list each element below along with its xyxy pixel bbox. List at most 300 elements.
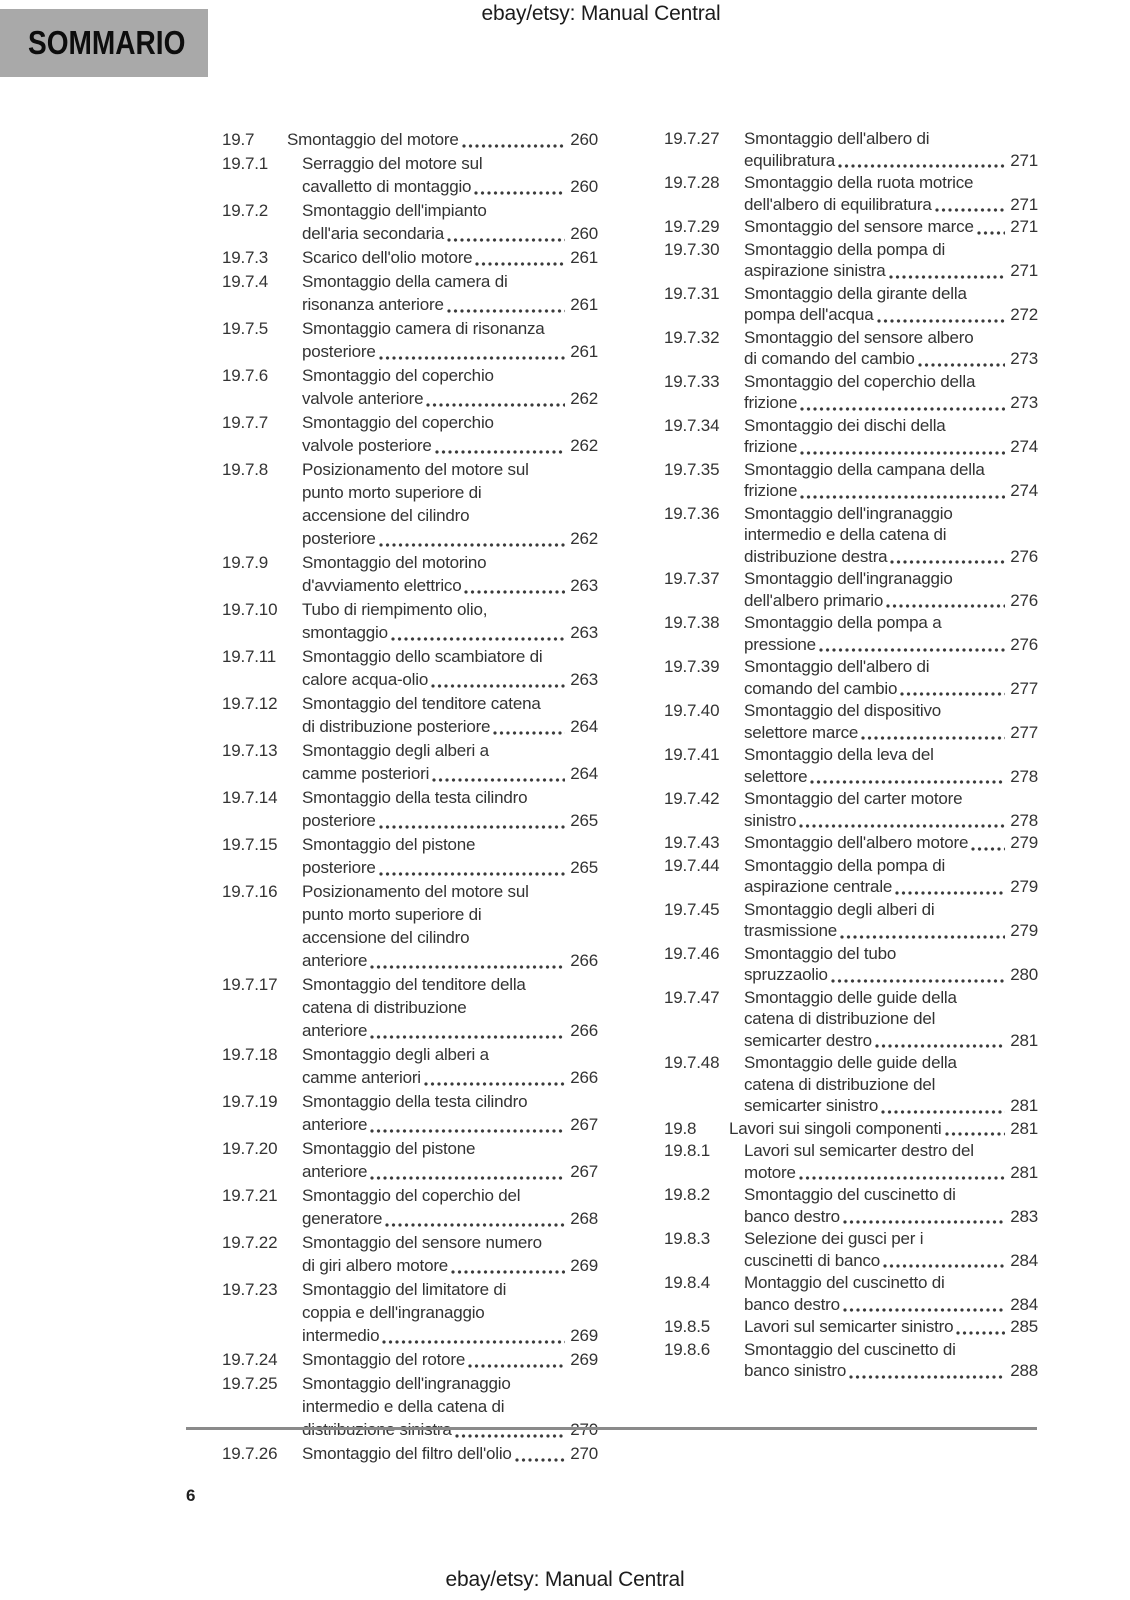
toc-entry-title-line: Smontaggio del coperchio della: [744, 371, 976, 391]
toc-entry-body: [302, 152, 598, 198]
toc-entry-title: [302, 1043, 598, 1066]
toc-entry: [222, 246, 598, 269]
toc-entry-title-line: Smontaggio dell'ingranaggio: [302, 1374, 511, 1393]
toc-entry-last-line: [744, 634, 1038, 656]
toc-entry-last-line: [302, 527, 598, 550]
toc-entry-title-last: Smontaggio del motore: [287, 130, 459, 149]
toc-entry-title-line: Lavori sul semicarter destro del: [744, 1141, 974, 1160]
toc-entry-title-line: Smontaggio della testa cilindro: [302, 1092, 528, 1111]
toc-entry-page: 274: [1010, 481, 1038, 500]
toc-entry-page: 261: [570, 248, 598, 267]
toc-entry-body: [744, 216, 1038, 238]
toc-entry-title-line: accensione del cilindro: [302, 506, 470, 525]
toc-entry-number: 19.7.17: [222, 975, 278, 994]
toc-entry-title: [744, 943, 1038, 965]
toc-entry: [664, 987, 1038, 1052]
toc-entry-title: [744, 371, 1038, 393]
toc-entry-page: 269: [570, 1326, 598, 1345]
dot-leader: [799, 824, 1005, 828]
toc-entry-title-line: Posizionamento del motore sul: [302, 460, 529, 479]
toc-entry-last-line: [302, 1442, 598, 1465]
toc-entry-title: [744, 788, 1038, 810]
toc-entry-number: 19.7.38: [664, 613, 720, 632]
toc-entry-number: 19.7.29: [664, 217, 720, 236]
dot-leader: [875, 1044, 1005, 1048]
toc-entry-title-last: dell'aria secondaria: [302, 224, 444, 243]
toc-entry: [664, 283, 1038, 326]
toc-entry-title-last: anteriore: [302, 951, 368, 970]
toc-entry-title-last: valvole posteriore: [302, 436, 432, 455]
dot-leader: [379, 356, 566, 360]
toc-entry-last-line: [744, 546, 1038, 568]
toc-entry-title-last: distribuzione sinistra: [302, 1420, 452, 1439]
dot-leader: [451, 1270, 565, 1274]
dot-leader: [800, 451, 1005, 455]
toc-entry-title-line: Montaggio del cuscinetto di: [744, 1273, 945, 1292]
toc-entry-title: [744, 1339, 1038, 1361]
toc-entry-title-last: valvole anteriore: [302, 389, 424, 408]
toc-entry-body: [302, 317, 598, 363]
toc-entry-title-last: di distribuzione posteriore: [302, 717, 491, 736]
toc-entry-number: 19.7.12: [222, 694, 278, 713]
dot-leader: [379, 872, 566, 876]
toc-entry-title: [302, 833, 598, 856]
toc-entry-page: 269: [570, 1256, 598, 1275]
toc-entry: [222, 1184, 598, 1230]
toc-entry-body: [302, 458, 598, 550]
toc-entry-page: 281: [1010, 1030, 1038, 1050]
toc-entry: [222, 739, 598, 785]
toc-entry: [664, 568, 1038, 611]
toc-entry-number: 19.8.6: [664, 1339, 711, 1359]
toc-entry-title: [744, 239, 1038, 261]
toc-entry-last-line: [744, 722, 1038, 744]
toc-entry: [664, 943, 1038, 986]
toc-entry-title: [302, 364, 598, 387]
toc-entry-page: 265: [570, 811, 598, 830]
toc-entry-last-line: [302, 762, 598, 785]
toc-entry-last-line: [302, 1324, 598, 1347]
header-title: ebay/etsy: Manual Central: [481, 2, 721, 25]
toc-entry-number: 19.7.13: [222, 741, 278, 760]
toc-entry-title-last: frizione: [744, 437, 798, 456]
dot-leader: [861, 736, 1005, 740]
toc-entry-title-line: Smontaggio camera di risonanza: [302, 319, 545, 338]
toc-entry-title-last: intermedio: [302, 1326, 380, 1345]
dot-leader: [886, 604, 1005, 608]
toc-entry-title: [302, 1184, 598, 1207]
toc-entry-title-last: banco destro: [744, 1206, 840, 1226]
toc-entry-title-line: Smontaggio del tenditore catena: [302, 694, 541, 713]
toc-entry-number: 19.7.45: [664, 899, 720, 919]
dot-leader: [391, 637, 565, 641]
toc-entry: [664, 327, 1038, 370]
dot-leader: [945, 1132, 1006, 1136]
toc-entry-page: 278: [1010, 766, 1038, 786]
dot-leader: [800, 407, 1005, 411]
toc-entry-last-line: [744, 436, 1038, 458]
toc-entry-body: [744, 899, 1038, 942]
toc-entry-title-last: generatore: [302, 1209, 383, 1228]
toc-entry-last-line: [744, 766, 1038, 788]
toc-entry-body: [302, 1184, 598, 1230]
toc-entry-body: [302, 1278, 598, 1347]
toc-entry-body: [744, 788, 1038, 831]
toc-entry-title-line: Smontaggio della pompa a: [744, 613, 942, 632]
toc-entry-title: [744, 1228, 1038, 1250]
toc-entry-last-line: [302, 715, 598, 738]
toc-entry-title-last: selettore: [744, 766, 808, 786]
toc-entry-title-line: Smontaggio del coperchio: [302, 413, 494, 432]
toc-entry-number: 19.7.21: [222, 1186, 278, 1205]
toc-entry-title-last: Scarico dell'olio motore: [302, 248, 473, 267]
toc-entry-body: [302, 645, 598, 691]
dot-leader: [877, 319, 1006, 323]
toc-entry: [222, 1278, 598, 1347]
toc-entry-number: 19.7.27: [664, 129, 720, 148]
toc-entry-title-line: Smontaggio degli alberi a: [302, 741, 489, 760]
toc-entry-title-line: Smontaggio dello scambiatore di: [302, 647, 543, 666]
dot-leader: [900, 692, 1005, 696]
toc-entry-body: [302, 973, 598, 1042]
footer-page-number: 6: [186, 1486, 196, 1505]
toc-entry-last-line: [744, 832, 1038, 854]
toc-entry-number: 19.7.19: [222, 1092, 278, 1111]
toc-entry-last-line: [744, 260, 1038, 282]
toc-entry-title-last: di comando del cambio: [744, 349, 915, 368]
toc-entry-page: 281: [1010, 1162, 1038, 1182]
toc-entry-title-line: intermedio e della catena di: [302, 1397, 505, 1416]
toc-entry-title-last: Smontaggio del filtro dell'olio: [302, 1444, 512, 1463]
toc-entry-title-last: Smontaggio dell'albero motore: [744, 833, 969, 852]
toc-entry-title: [744, 1272, 1038, 1294]
toc-entry-page: 260: [570, 224, 598, 243]
toc-entry-title-line: Smontaggio del tubo: [744, 943, 897, 963]
toc-entry-page: 288: [1010, 1361, 1038, 1380]
toc-entry-title: [744, 172, 1038, 194]
toc-entry-last-line: [302, 293, 598, 316]
toc-entry-last-line: [302, 1019, 598, 1042]
toc-entry: [664, 656, 1038, 699]
toc-entry-title: [744, 656, 1038, 678]
toc-entry-body: [744, 459, 1038, 502]
toc-entry: [664, 128, 1038, 171]
toc-entry: [664, 1118, 1038, 1140]
toc-entry-title-line: Smontaggio della testa cilindro: [302, 788, 528, 807]
toc-entry-title-line: punto morto superiore di: [302, 905, 482, 924]
toc-entry-body: [302, 411, 598, 457]
toc-entry-body: [302, 833, 598, 879]
toc-entry-title: [302, 880, 598, 949]
footer-title: ebay/etsy: Manual Central: [445, 1568, 685, 1591]
toc-entry-number: 19.7.4: [222, 272, 269, 291]
toc-entry-title-line: Smontaggio del cuscinetto di: [744, 1339, 956, 1359]
toc-entry-number: 19.7.16: [222, 882, 278, 901]
toc-entry-page: 271: [1010, 217, 1038, 236]
toc-entry-title-last: posteriore: [302, 858, 376, 877]
toc-entry-body: [302, 739, 598, 785]
toc-entry-number: 19.7.42: [664, 789, 720, 808]
toc-entry-title: [302, 786, 598, 809]
toc-entry-number: 19.7.46: [664, 943, 720, 963]
toc-entry-title: [744, 1140, 1038, 1162]
toc-entry-last-line: [302, 809, 598, 832]
toc-entry-title-last: anteriore: [302, 1162, 368, 1181]
toc-entry-title-line: Serraggio del motore sul: [302, 154, 483, 173]
toc-entry-page: 262: [570, 389, 598, 408]
toc-entry-title-line: Smontaggio dell'impianto: [302, 201, 487, 220]
toc-entry-page: 273: [1010, 393, 1038, 412]
toc-entry-page: 270: [570, 1444, 598, 1463]
toc-entry: [222, 880, 598, 972]
toc-entry-number: 19.7.2: [222, 201, 269, 220]
toc-entry-page: 271: [1010, 150, 1038, 170]
dot-leader: [468, 1364, 565, 1368]
toc-entry: [222, 833, 598, 879]
toc-entry-number: 19.7.37: [664, 569, 720, 588]
dot-leader: [370, 1176, 565, 1180]
toc-entry-number: 19.7.34: [664, 415, 720, 435]
toc-entry-title: [302, 645, 598, 668]
toc-entry-title-last: risonanza anteriore: [302, 295, 444, 314]
toc-entry-number: 19.7.15: [222, 835, 278, 854]
dot-leader: [883, 1264, 1005, 1268]
toc-entry-body: [302, 786, 598, 832]
toc-entry-title-line: Smontaggio del cuscinetto di: [744, 1185, 956, 1204]
toc-entry-title: [744, 327, 1038, 349]
toc-entry-title-last: Lavori sui singoli componenti: [729, 1118, 942, 1138]
toc-entry: [222, 551, 598, 597]
toc-entry-title: [302, 739, 598, 762]
dot-leader: [432, 778, 565, 782]
toc-entry-body: [302, 598, 598, 644]
toc-entry: [664, 459, 1038, 502]
toc-entry-last-line: [302, 222, 598, 245]
toc-entry-body: [744, 327, 1038, 370]
toc-entry-body: [744, 1052, 1038, 1117]
toc-entry-body: [302, 1348, 598, 1371]
toc-entry-title-line: Smontaggio della pompa di: [744, 239, 946, 259]
toc-entry-title-line: Smontaggio della girante della: [744, 283, 967, 303]
toc-entry-title-last: cavalletto di montaggio: [302, 177, 472, 196]
toc-entry-page: 265: [570, 858, 598, 877]
toc-entry-title-line: Smontaggio del dispositivo: [744, 701, 942, 720]
toc-entry-title-last: anteriore: [302, 1115, 368, 1134]
dot-leader: [379, 543, 566, 547]
toc-entry-page: 278: [1010, 810, 1038, 830]
toc-entry-last-line: [744, 348, 1038, 370]
toc-entry-body: [744, 700, 1038, 743]
toc-entry-title-last: selettore marce: [744, 722, 859, 742]
toc-entry-body: [744, 283, 1038, 326]
dot-leader: [382, 1340, 565, 1344]
toc-entry-page: 264: [570, 764, 598, 783]
toc-entry-last-line: [744, 1206, 1038, 1228]
toc-entry-title-last: frizione: [744, 393, 798, 412]
toc-entry-page: 281: [1010, 1096, 1038, 1115]
toc-entry-number: 19.7.48: [664, 1053, 720, 1072]
toc-entry-number: 19.7.20: [222, 1139, 278, 1158]
toc-entry-body: [744, 1184, 1038, 1227]
dot-leader: [895, 891, 1005, 895]
toc-entry-last-line: [302, 949, 598, 972]
toc-entry-title: [744, 855, 1038, 877]
toc-entry-page: 261: [570, 295, 598, 314]
toc-entry-page: 271: [1010, 194, 1038, 214]
toc-entry-title-last: frizione: [744, 481, 798, 500]
toc-entry-number: 19.7.14: [222, 788, 278, 807]
dot-leader: [474, 191, 565, 195]
toc-entry: [222, 1043, 598, 1089]
toc-entry: [222, 598, 598, 644]
toc-entry-title-line: Smontaggio dell'albero di: [744, 657, 930, 676]
toc-entry-title: [302, 598, 598, 621]
toc-entry-body: [744, 943, 1038, 986]
toc-entry-number: 19.7.23: [222, 1280, 278, 1299]
toc-entry-title-line: Smontaggio della campana della: [744, 459, 985, 479]
toc-entry-body: [744, 415, 1038, 458]
toc-entry-title: [744, 459, 1038, 481]
toc-entry: [664, 700, 1038, 743]
toc-entry-title-last: pressione: [744, 634, 816, 654]
toc-entry-number: 19.7.43: [664, 833, 720, 852]
toc-entry-body: [744, 987, 1038, 1052]
toc-entry-number: 19.7.33: [664, 371, 720, 391]
toc-entry-title-line: accensione del cilindro: [302, 928, 470, 947]
toc-entry-title: [744, 987, 1038, 1030]
toc-entry-number: 19.7: [222, 130, 255, 149]
toc-entry-number: 19.8.2: [664, 1185, 711, 1204]
toc-entry: [222, 973, 598, 1042]
toc-entry: [222, 1372, 598, 1441]
toc-entry-last-line: [302, 856, 598, 879]
dot-leader: [838, 164, 1005, 168]
dot-leader: [493, 731, 565, 735]
toc-entry-title-line: Smontaggio del motorino: [302, 553, 487, 572]
toc-entry-title-last: camme anteriori: [302, 1068, 421, 1087]
toc-entry: [664, 1272, 1038, 1315]
toc-entry-title-last: posteriore: [302, 529, 376, 548]
toc-entry-title-last: comando del cambio: [744, 678, 898, 698]
toc-entry-body: [302, 1043, 598, 1089]
toc-entry-title-line: Smontaggio del sensore albero: [744, 327, 974, 347]
toc-entry-body: [302, 692, 598, 738]
dot-leader: [370, 1129, 565, 1133]
dot-leader: [370, 1035, 565, 1039]
toc-entry-title-line: punto morto superiore di: [302, 483, 482, 502]
toc-entry: [664, 788, 1038, 831]
dot-leader: [462, 144, 566, 148]
toc-entry-title-last: distribuzione destra: [744, 546, 888, 566]
dot-leader: [890, 560, 1005, 564]
toc-entry-body: [744, 172, 1038, 215]
toc-entry-title-last: motore: [744, 1162, 796, 1182]
toc-entry-number: 19.7.26: [222, 1444, 278, 1463]
toc-entry-body: [302, 1090, 598, 1136]
dot-leader: [956, 1331, 1005, 1335]
toc-entry-title-last: d'avviamento elettrico: [302, 576, 462, 595]
toc-entry-last-line: [744, 150, 1038, 172]
dot-leader: [881, 1110, 1005, 1114]
dot-leader: [424, 1082, 565, 1086]
toc-entry-title-last: posteriore: [302, 811, 376, 830]
toc-entry-title-last: aspirazione sinistra: [744, 261, 886, 280]
toc-entry-last-line: [744, 1250, 1038, 1272]
toc-entry-last-line: [744, 392, 1038, 414]
toc-entry-last-line: [302, 387, 598, 410]
toc-entry-page: 262: [570, 529, 598, 548]
toc-entry-title: [744, 612, 1038, 634]
toc-column-left: [222, 128, 598, 1466]
toc-entry-number: 19.7.7: [222, 413, 269, 432]
toc-entry-last-line: [744, 590, 1038, 612]
toc-entry: [664, 172, 1038, 215]
toc-entry-last-line: [744, 1162, 1038, 1184]
toc-entry-title: [302, 1372, 598, 1418]
toc-entry-title: [744, 1052, 1038, 1095]
toc-entry-page: 266: [570, 951, 598, 970]
toc-entry-page: 281: [1010, 1118, 1038, 1138]
toc-entry-page: 279: [1010, 877, 1038, 896]
toc-entry-page: 276: [1010, 634, 1038, 654]
toc-entry-page: 271: [1010, 261, 1038, 280]
toc-entry-title: [302, 1090, 598, 1113]
toc-entry: [222, 317, 598, 363]
toc-entry-body: [744, 1228, 1038, 1271]
toc-entry-title-line: catena di distribuzione del: [744, 1074, 936, 1094]
toc-entry-title-last: spruzzaolio: [744, 965, 828, 984]
toc-entry-number: 19.7.31: [664, 283, 720, 303]
toc-entry: [222, 364, 598, 410]
toc-entry-title-last: anteriore: [302, 1021, 368, 1040]
toc-entry-number: 19.7.5: [222, 319, 269, 338]
dot-leader: [810, 780, 1005, 784]
toc-entry-number: 19.7.24: [222, 1350, 278, 1369]
toc-entry-title-line: Posizionamento del motore sul: [302, 882, 529, 901]
toc-entry-page: 262: [570, 436, 598, 455]
toc-entry-number: 19.7.28: [664, 173, 720, 192]
toc-entry-body: [744, 1140, 1038, 1183]
dot-leader: [840, 935, 1005, 939]
toc-entry-title-line: Smontaggio delle guide della: [744, 1053, 957, 1072]
toc-entry-page: 273: [1010, 349, 1038, 368]
toc-entry-page: 285: [1010, 1317, 1038, 1336]
toc-entry-title-line: Smontaggio della ruota motrice: [744, 173, 974, 192]
toc-entry: [222, 1348, 598, 1371]
dot-leader: [977, 231, 1006, 235]
toc-entry: [222, 786, 598, 832]
toc-entry: [222, 152, 598, 198]
toc-entry-page: 266: [570, 1068, 598, 1087]
toc-entry-number: 19.7.8: [222, 460, 269, 479]
toc-entry: [664, 899, 1038, 942]
dot-leader: [918, 363, 1006, 367]
toc-entry-last-line: [729, 1118, 1038, 1140]
toc-entry-title-line: Selezione dei gusci per i: [744, 1229, 924, 1248]
toc-entry-last-line: [302, 668, 598, 691]
toc-entry-number: 19.7.41: [664, 745, 720, 764]
toc-entry-number: 19.8.4: [664, 1273, 711, 1292]
toc-entry-page: 279: [1010, 921, 1038, 940]
toc-entry-title: [744, 899, 1038, 921]
toc-entry-last-line: [744, 1095, 1038, 1117]
toc-entry-title: [744, 700, 1038, 722]
toc-entry-number: 19.8.5: [664, 1317, 711, 1336]
toc-entry-body: [302, 880, 598, 972]
toc-entry-number: 19.7.40: [664, 701, 720, 720]
toc-entry-title-line: Smontaggio del pistone: [302, 1139, 476, 1158]
toc-entry-body: [729, 1118, 1038, 1140]
